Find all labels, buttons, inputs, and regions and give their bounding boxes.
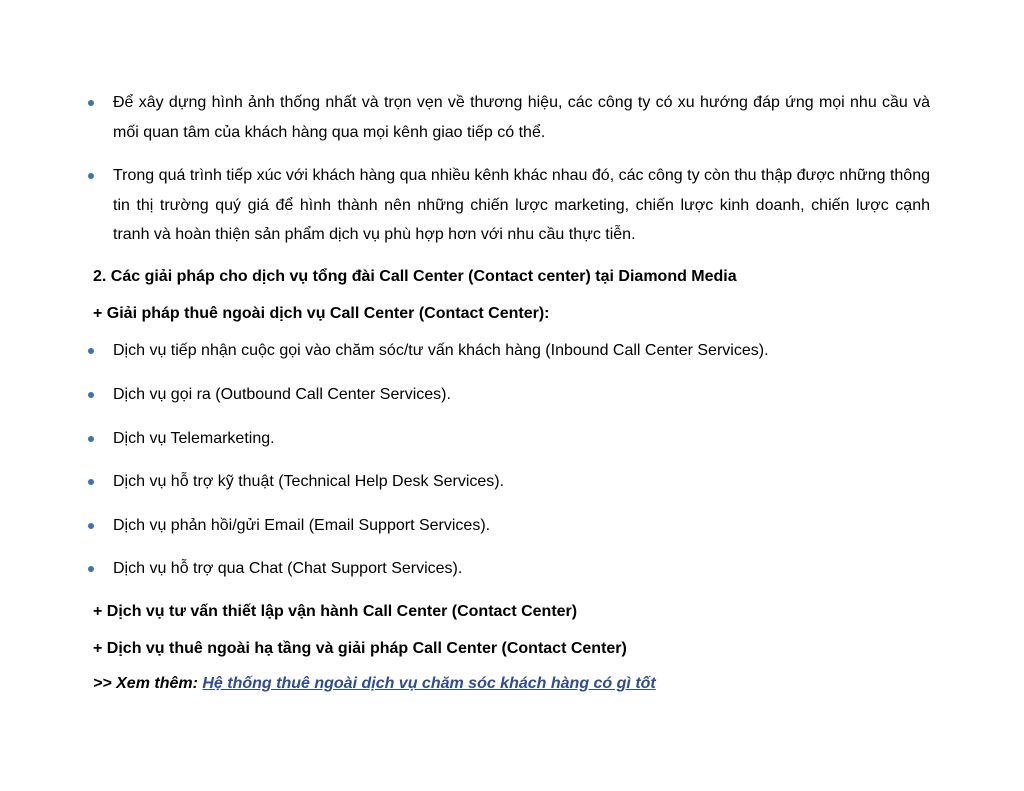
bullet-dot [88, 348, 94, 354]
bullet-dot [88, 436, 94, 442]
see-more-line [93, 675, 656, 693]
service-item-telemarketing: Dịch vụ Telemarketing. [113, 430, 275, 447]
intro-bullet-2: Trong quá trình tiếp xúc với khách hàng qua nhiều kênh khác nhau đó, các công ty còn thu thập được những thông tin thị trường quý giá để hình thành nên những chiến lược marketing, chiến lược kinh doanh, chiến lược cạnh tranh và hoàn thiện sản phẩm dịch vụ phù hợp hơn với nhu cầu thực tiễn. [113, 167, 930, 243]
infrastructure-heading: + Dịch vụ thuê ngoài hạ tầng và giải pháp Call Center (Contact Center) [93, 640, 627, 657]
service-item-chat: Dịch vụ hỗ trợ qua Chat (Chat Support Services). [113, 560, 463, 577]
service-item-email: Dịch vụ phản hồi/gửi Email (Email Support Services). [113, 517, 491, 534]
see-more-link[interactable]: Hệ thống thuê ngoài dịch vụ chăm sóc khách hàng có gì tốt [202, 675, 656, 692]
service-item-helpdesk: Dịch vụ hỗ trợ kỹ thuật (Technical Help Desk Services). [113, 473, 505, 490]
bullet-dot [88, 566, 94, 572]
bullet-dot [88, 523, 94, 529]
bullet-dot [88, 479, 94, 485]
outsourcing-heading: + Giải pháp thuê ngoài dịch vụ Call Center (Contact Center): [93, 305, 550, 322]
service-item-outbound: Dịch vụ gọi ra (Outbound Call Center Services). [113, 386, 451, 403]
see-more-prefix: >> Xem thêm: [93, 675, 203, 692]
intro-bullet-1: Để xây dựng hình ảnh thống nhất và trọn vẹn về thương hiệu, các công ty có xu hướng đáp ứng mọi nhu cầu và mối quan tâm của khách hàng qua mọi kênh giao tiếp có thể. [113, 94, 930, 141]
section-heading: 2. Các giải pháp cho dịch vụ tổng đài Call Center (Contact center) tại Diamond Media [93, 268, 737, 285]
consulting-heading: + Dịch vụ tư vấn thiết lập vận hành Call Center (Contact Center) [93, 603, 578, 620]
bullet-dot [88, 173, 94, 179]
service-item-inbound: Dịch vụ tiếp nhận cuộc gọi vào chăm sóc/tư vấn khách hàng (Inbound Call Center Services). [113, 342, 769, 359]
bullet-dot [88, 100, 94, 106]
bullet-dot [88, 392, 94, 398]
